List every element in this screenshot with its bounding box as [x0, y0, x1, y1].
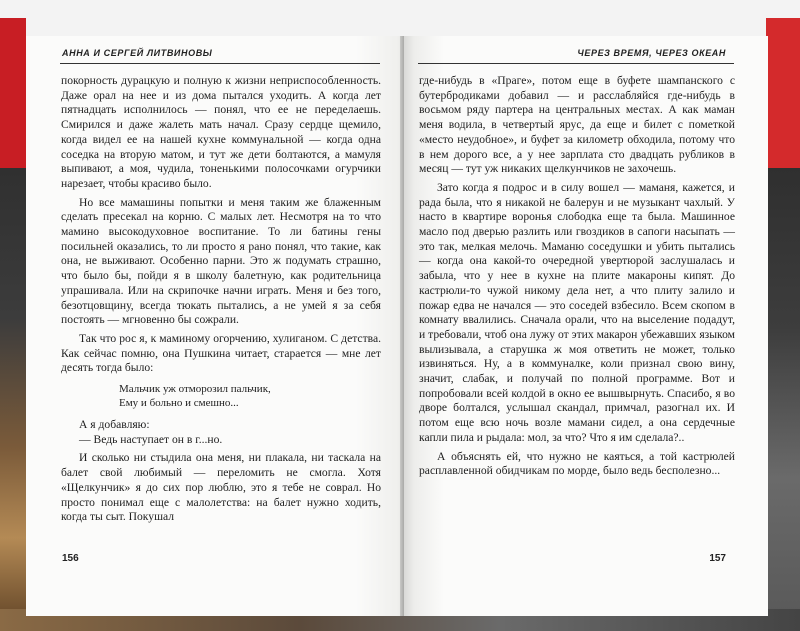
left-running-head: АННА И СЕРГЕЙ ЛИТВИНОВЫ	[62, 48, 213, 58]
left-page	[26, 36, 406, 616]
right-paragraph-1: где-нибудь в «Праге», потом еще в буфете шампанского с бутербродиками добавил — и расслабляйся где-нибудь в восьмом ряду партера на центральных местах. А как маман меня водила, в четвертый ярус, да еще и билет с пометкой «место неудобное», и буфет за километр обходила, потому что в нем дорого все, а у нее зарплата сто двадцать рубликов в месяц — тут уж никаких щелкунчиков не захочешь.	[419, 74, 735, 176]
left-paragraph-2: Но все мамашины попытки и меня таким же блаженным сделать пресекал на корню. С малых лет. Несмотря на то что мамино высокодуховное воспитание. То ли батины гены посильней оказались, то ли просто я рано понял, что такие, как она, не выживают. Особенно парни. Это ж подумать страшно, что было бы, пойди я в школу балетную, как родительница упрашивала. Или на скрипочке начни играть. Меня и без того, безотцовщину, всегда тюкать пытались, а не умей я за себя постоять — мгновенно бы сожрали.	[61, 195, 381, 327]
left-paragraph-5: — Ведь наступает он в г...но.	[79, 432, 223, 446]
left-header-rule	[60, 63, 380, 64]
left-paragraph-6: И сколько ни стыдила она меня, ни плакала, ни таскала на балет свой любимый — переломить не смогла. Хотя «Щелкунчик» я до сих пор люблю, это я тебе не соврал. Но просто понимал еще с малолетства: на балет нужно ходить, когда ты сыт. Покушал	[61, 451, 381, 524]
left-page-number: 156	[62, 553, 79, 564]
right-page-number: 157	[709, 553, 726, 564]
left-paragraph-1: покорность дурацкую и полную к жизни неприспособленность. Даже орал на нее и из дома пытался уходить. А когда лет пятнадцать исполнилось — понял, что ее не переделаешь. Смирился и даже жалеть мать начал. Сразу сердце щемило, когда видел ее на нашей кухне коммунальной — когда одна соседка на вторую матом, и тут же дети болтаются, а мамуля выпивают, а моя, чудила, тоненькими полосочками огурчики нарезает, чтобы красиво было.	[61, 74, 381, 190]
left-page-text	[61, 74, 381, 525]
right-header-rule	[418, 63, 734, 64]
left-paragraph-4: А я добавляю:	[79, 418, 150, 432]
poem-quote	[119, 383, 381, 410]
poem-line-2: Ему и больно и смешно...	[119, 396, 239, 409]
right-paragraph-2: Зато когда я подрос и в силу вошел — маманя, кажется, и рада была, что я никакой не балерун и не музыкант чахлый. У насто в квартире воронья слободка еще та была. Машинное масло под дверью разлить или гвоздиков в сапоги насыпать — это так, мелкая мелочь. Маманю соседушки и убить пытались — когда она какой-то очередной увертюрой заслушалась и забыла, что у нее в кухне на плите макароны кипят. До кастрюли-то чужой никому дела нет, а что плиту залило и пожар едва не начался — это соседей взбесило. Всем скопом в комнату ввалились. Сначала орали, что на выселение подадут, и требовали, чтоб она лужу от этих макарон убежавших языком вылизывала, а старушка ж моя ответить не может, только извиняться. Ну, а в коммуналке, коли признал свою вину, значит, слабак, и получай по полной программе. Вот и попробовали всей колдой в окно ее вышвырнуть. Спасибо, я во дворе болтался, услышал скандал, примчал, разогнал их. И потом еще всю ночь возле мамани сидел, а она сердечные капли пила и рыдала: мол, за что? Что я им сделала?..	[419, 180, 735, 444]
right-page-text	[419, 74, 735, 479]
book-cover-edge-right	[766, 18, 800, 613]
book-cover-edge-left	[0, 18, 26, 613]
right-page	[404, 36, 768, 616]
right-paragraph-3: А объяснять ей, что нужно не каяться, а той кастрюлей расплавленной обидчикам по морде, было ведь бесполезно...	[419, 449, 735, 478]
poem-line-1: Мальчик уж отморозил пальчик,	[119, 383, 271, 396]
right-running-head: ЧЕРЕЗ ВРЕМЯ, ЧЕРЕЗ ОКЕАН	[577, 48, 726, 58]
left-paragraph-3: Так что рос я, к маминому огорчению, хулиганом. С детства. Как сейчас помню, она Пушкина читает, старается — мне лет десять тогда было:	[61, 331, 381, 375]
